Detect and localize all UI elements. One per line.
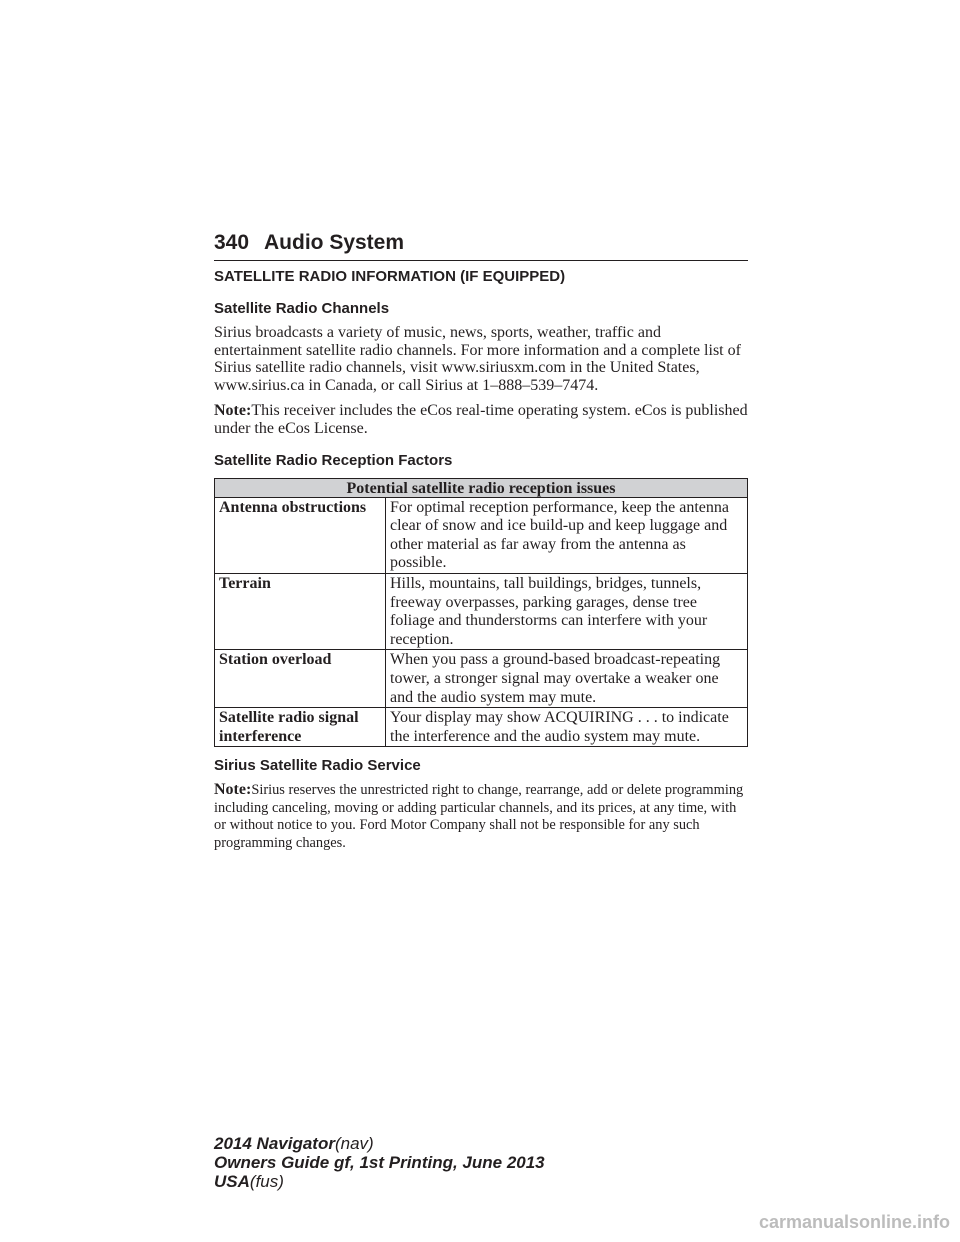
service-heading: Sirius Satellite Radio Service [214, 757, 421, 775]
issue-description: Hills, mountains, tall buildings, bridges, tunnels, freeway overpasses, parking garages, dense tree foliage and thunderstorms can interfere with your reception. [386, 573, 748, 649]
issue-term: Antenna obstructions [215, 497, 386, 573]
footer-edition: Owners Guide gf, 1st Printing, June 2013 [214, 1153, 545, 1172]
footer-region: USA [214, 1172, 250, 1191]
footer-model-code: (nav) [334, 1134, 374, 1153]
footer-line-region [214, 1172, 545, 1191]
table-header: Potential satellite radio reception issues [215, 478, 748, 497]
page-number: 340 [214, 231, 250, 254]
issue-description: When you pass a ground-based broadcast-repeating tower, a stronger signal may overtake a weaker one and the audio system may mute. [386, 650, 748, 708]
note-text: Sirius reserves the unrestricted right to change, rearrange, add or delete programming including canceling, moving or adding particular channels, and its prices, at any time, with or without notice to you. Ford Motor Company shall not be responsible for any such programming changes. [214, 782, 744, 852]
reception-heading: Satellite Radio Reception Factors [214, 451, 453, 469]
note-text: This receiver includes the eCos real-time operating system. eCos is published under the eCos License. [214, 402, 748, 437]
service-note [214, 781, 748, 852]
table-row [215, 650, 748, 708]
page-header [214, 228, 748, 261]
table-row [215, 708, 748, 747]
note-label: Note: [214, 402, 252, 420]
footer-line-model [214, 1134, 545, 1153]
footer-region-code: (fus) [249, 1172, 284, 1191]
chapter-title: Audio System [264, 231, 405, 254]
note-label: Note: [214, 781, 252, 799]
channels-note [214, 402, 748, 437]
table-row [215, 573, 748, 649]
channels-heading: Satellite Radio Channels [214, 300, 390, 317]
issue-term: Station overload [215, 650, 386, 708]
reception-issues-table [214, 478, 748, 748]
channels-paragraph: Sirius broadcasts a variety of music, news, sports, weather, traffic and entertainment satellite radio channels. For more information and a complete list of Sirius satellite radio channels, visit www.siriusxm.com in the United States, www.sirius.ca in Canada, or call Sirius at 1–888–539–7474. [214, 324, 741, 394]
footer-model: 2014 Navigator [214, 1134, 335, 1153]
issue-description: Your display may show ACQUIRING . . . to indicate the interference and the audio system may mute. [386, 708, 748, 747]
page-content [214, 268, 748, 853]
issue-term: Satellite radio signal interference [215, 708, 386, 747]
watermark: carmanualsonline.info [758, 1212, 950, 1232]
table-header-row [215, 478, 748, 497]
table-row [215, 497, 748, 573]
issue-term: Terrain [215, 573, 386, 649]
page-footer [214, 1134, 545, 1191]
issue-description: For optimal reception performance, keep the antenna clear of snow and ice build-up and keep luggage and other material as far away from the antenna as possible. [386, 497, 748, 573]
section-title: SATELLITE RADIO INFORMATION (IF EQUIPPED) [214, 268, 566, 285]
footer-line-edition [214, 1153, 545, 1172]
